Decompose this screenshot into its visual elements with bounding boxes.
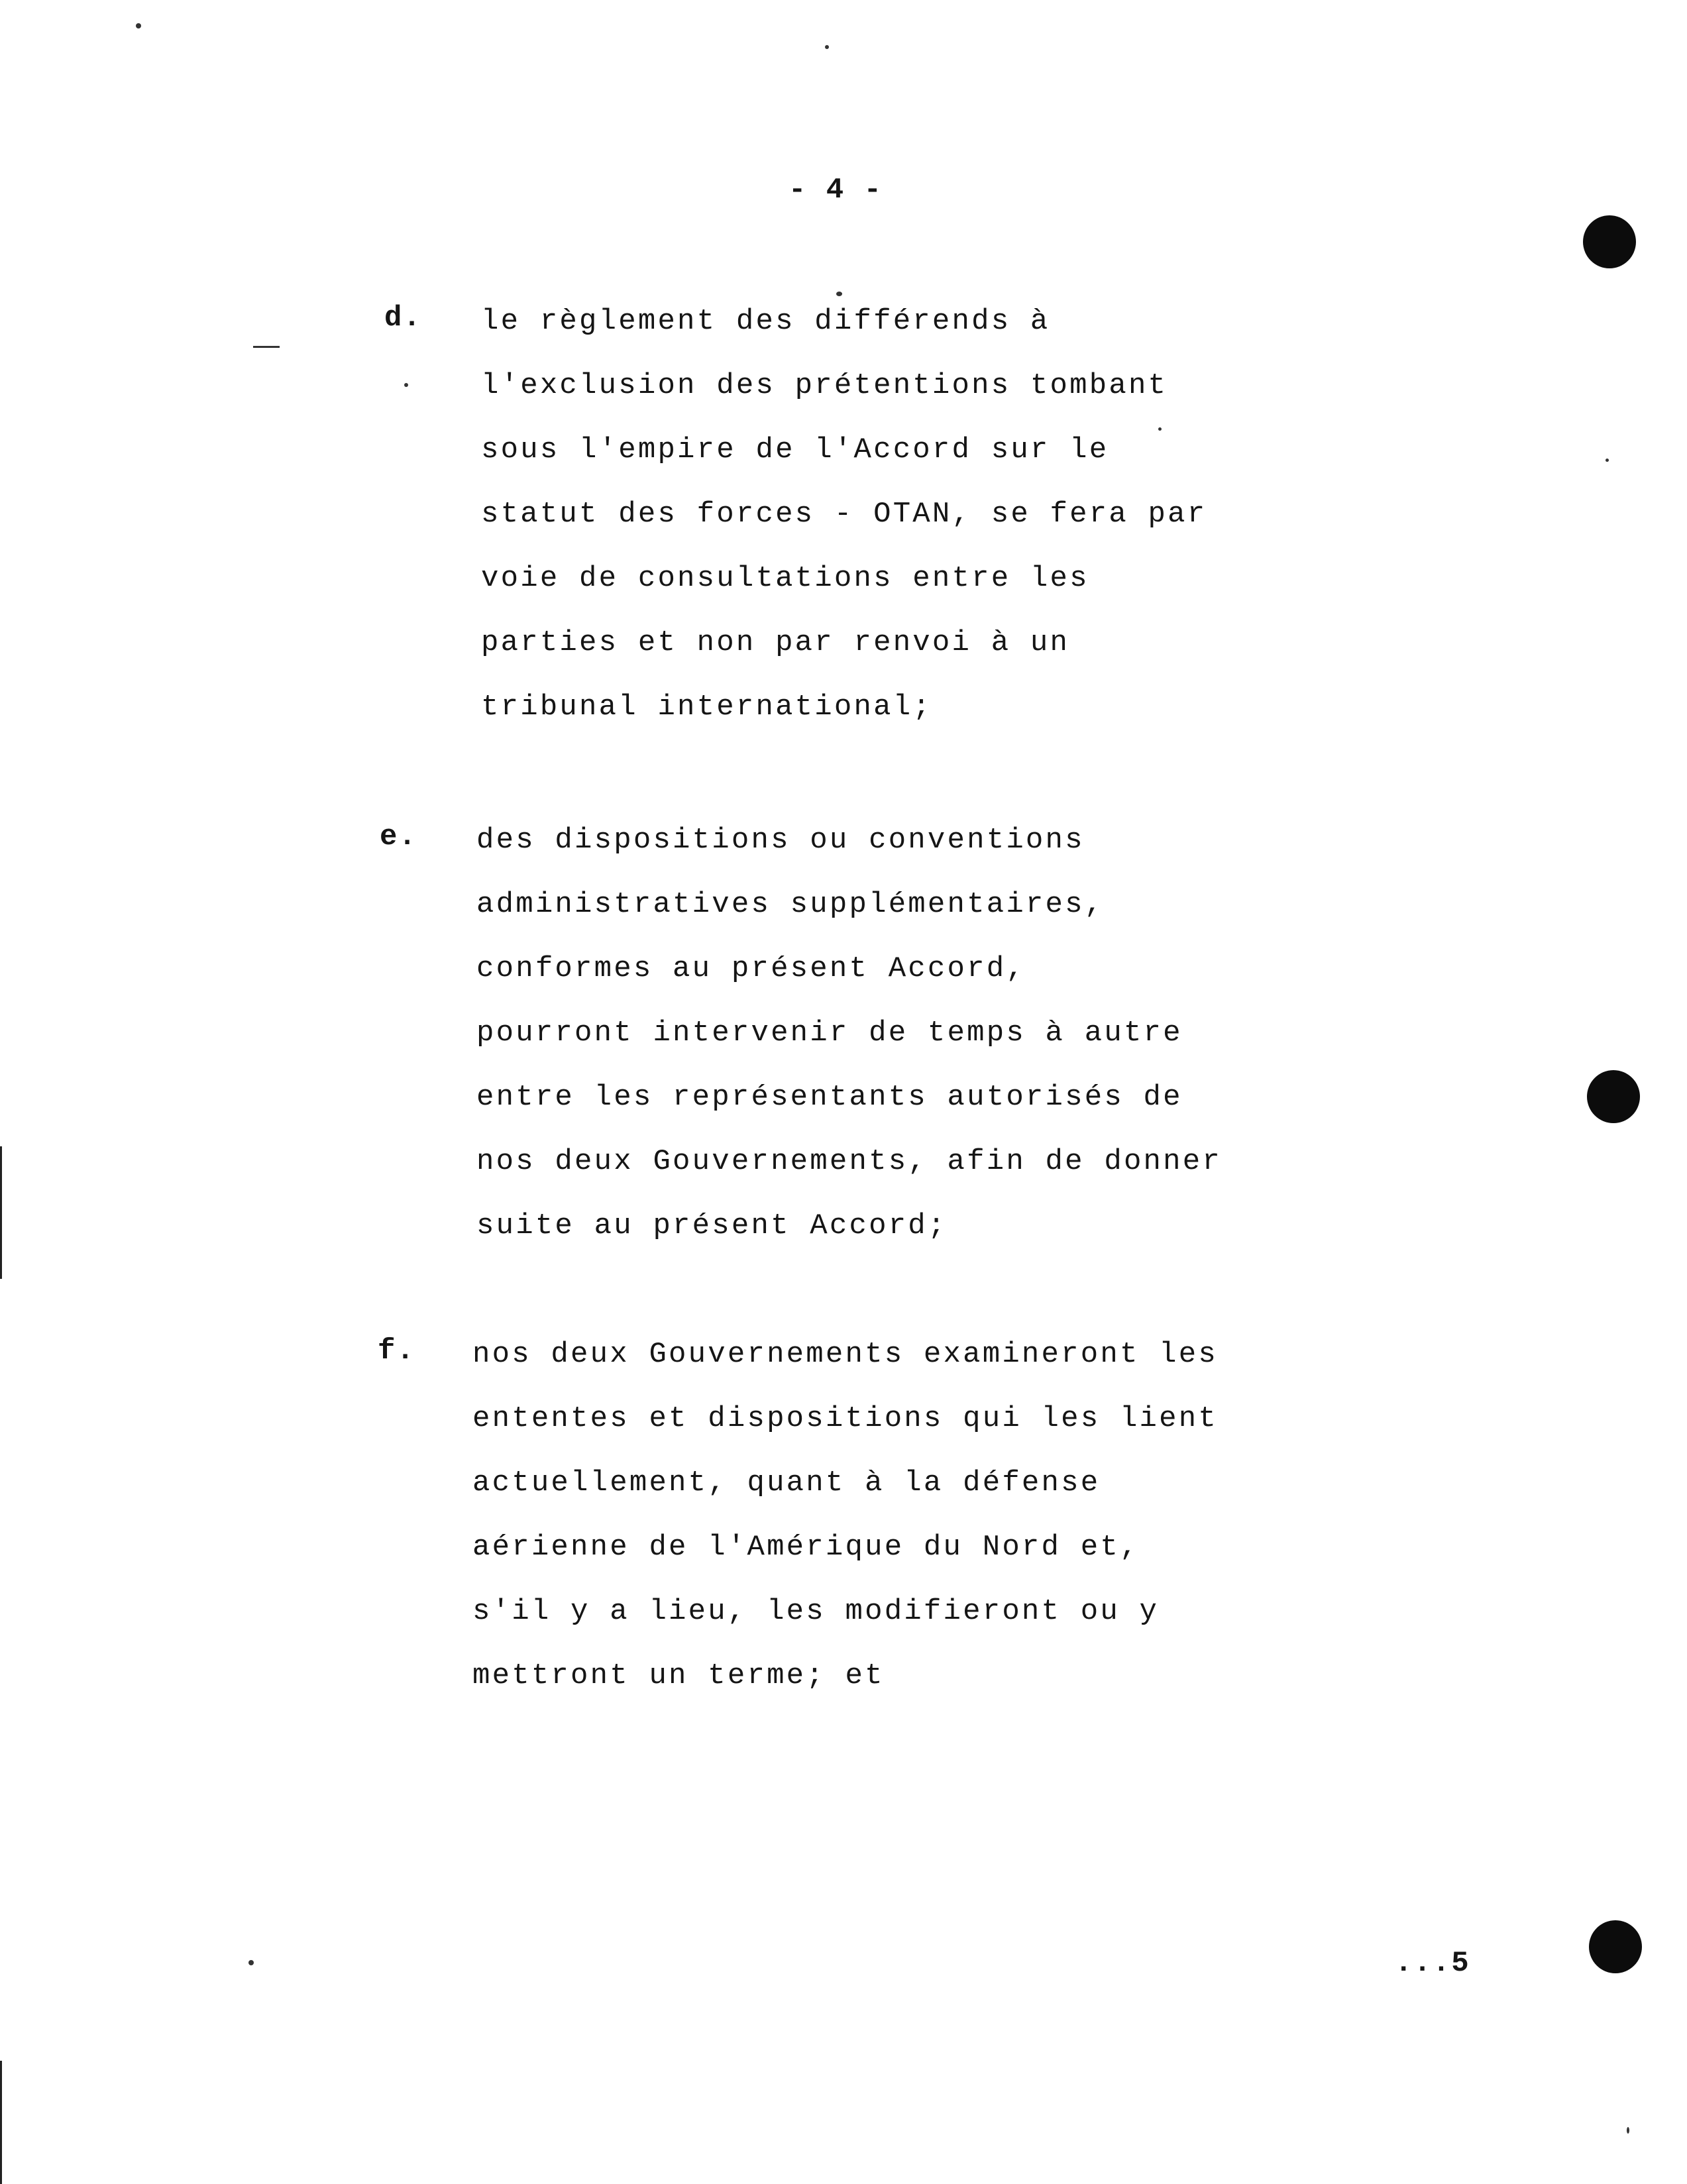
text-line: statut des forces - OTAN, se fera par (481, 498, 1207, 531)
scan-speck (1627, 2127, 1629, 2134)
punch-hole-middle (1587, 1070, 1640, 1123)
text-line: conformes au présent Accord, (476, 952, 1026, 985)
text-line: nos deux Gouvernements, afin de donner (476, 1145, 1222, 1178)
item-text (481, 301, 1207, 751)
punch-hole-top (1583, 215, 1636, 268)
scan-speck (836, 292, 842, 296)
text-line: des dispositions ou conventions (476, 824, 1085, 857)
text-line: sous l'empire de l'Accord sur le (481, 433, 1109, 466)
text-line: entre les représentants autorisés de (476, 1081, 1183, 1114)
continuation-marker: ...5 (1395, 1947, 1470, 1980)
item-letter: d. (384, 301, 422, 335)
text-line: actuellement, quant à la défense (472, 1466, 1101, 1500)
item-letter: f. (378, 1335, 415, 1368)
scan-speck (404, 383, 408, 387)
scan-speck (136, 23, 141, 28)
text-line: aérienne de l'Amérique du Nord et, (472, 1531, 1140, 1564)
item-text (476, 820, 1222, 1270)
scan-speck (1605, 459, 1609, 462)
text-line: le règlement des différends à (481, 305, 1050, 338)
text-line: suite au présent Accord; (476, 1209, 948, 1242)
scan-edge-mark (0, 1146, 2, 1279)
text-line: nos deux Gouvernements examineront les (472, 1338, 1218, 1371)
text-line: ententes et dispositions qui les lient (472, 1402, 1218, 1435)
text-line: parties et non par renvoi à un (481, 626, 1070, 659)
scan-edge-mark (0, 2061, 2, 2184)
text-line: s'il y a lieu, les modifieront ou y (472, 1595, 1160, 1628)
item-text (472, 1335, 1218, 1720)
scan-speck (253, 346, 280, 348)
text-line: tribunal international; (481, 690, 932, 724)
page-number: - 4 - (789, 174, 883, 207)
item-letter: e. (380, 820, 417, 853)
text-line: mettront un terme; et (472, 1659, 885, 1692)
text-line: administratives supplémentaires, (476, 888, 1105, 921)
scan-speck (248, 1960, 254, 1965)
text-line: l'exclusion des prétentions tombant (481, 369, 1168, 402)
scan-speck (1158, 427, 1162, 431)
text-line: voie de consultations entre les (481, 562, 1089, 595)
scan-speck (825, 45, 829, 49)
punch-hole-bottom (1589, 1920, 1642, 1973)
text-line: pourront intervenir de temps à autre (476, 1016, 1183, 1050)
